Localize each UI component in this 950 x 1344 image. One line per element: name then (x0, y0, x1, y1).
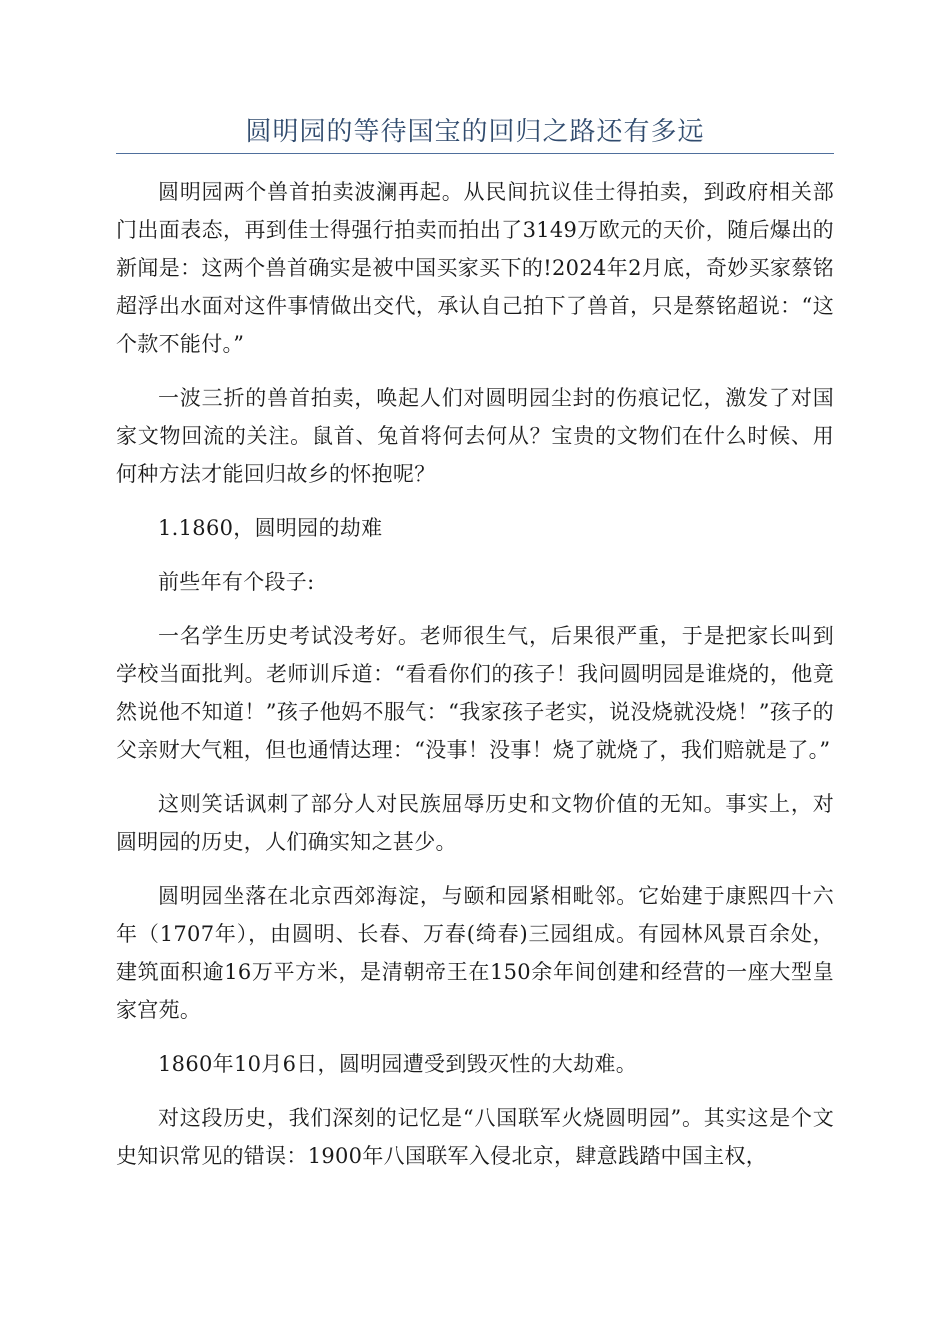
paragraph: 圆明园坐落在北京西郊海淀，与颐和园紧相毗邻。它始建于康熙四十六年（1707年），由圆明、长春、万春(绮春)三园组成。有园林风景百余处，建筑面积逾16万平方米，是清朝帝王在150余年间创建和经营的一座大型皇家宫苑。 (116, 884, 834, 1022)
section-heading: 1.1860，圆明园的劫难 (158, 516, 383, 540)
paragraph: 1860年10月6日，圆明园遭受到毁灭性的大劫难。 (158, 1052, 638, 1076)
title-underline (116, 153, 834, 154)
paragraph: 这则笑话讽刺了部分人对民族屈辱历史和文物价值的无知。事实上，对圆明园的历史，人们确实知之甚少。 (116, 792, 834, 854)
paragraph: 一名学生历史考试没考好。老师很生气，后果很严重，于是把家长叫到学校当面批判。老师训斥道：“看看你们的孩子！我问圆明园是谁烧的，他竟然说他不知道！”孩子他妈不服气：“我家孩子老实，说没烧就没烧！”孩子的父亲财大气粗，但也通情达理：“没事！没事！烧了就烧了，我们赔就是了。” (116, 624, 834, 762)
paragraph: 一波三折的兽首拍卖，唤起人们对圆明园尘封的伤痕记忆，激发了对国家文物回流的关注。鼠首、兔首将何去何从？宝贵的文物们在什么时候、用何种方法才能回归故乡的怀抱呢？ (116, 386, 834, 486)
paragraph: 圆明园两个兽首拍卖波澜再起。从民间抗议佳士得拍卖，到政府相关部门出面表态，再到佳士得强行拍卖而拍出了3149万欧元的天价，随后爆出的新闻是：这两个兽首确实是被中国买家买下的!2024年2月底，奇妙买家蔡铭超浮出水面对这件事情做出交代，承认自己拍下了兽首，只是蔡铭超说：“这个款不能付。” (116, 180, 834, 356)
paragraph: 对这段历史，我们深刻的记忆是“八国联军火烧圆明园”。其实这是个文史知识常见的错误：1900年八国联军入侵北京，肆意践踏中国主权， (116, 1106, 834, 1168)
paragraph: 前些年有个段子: (158, 570, 315, 594)
document-body (116, 173, 834, 1191)
document-title: 圆明园的等待国宝的回归之路还有多远 (245, 117, 705, 147)
